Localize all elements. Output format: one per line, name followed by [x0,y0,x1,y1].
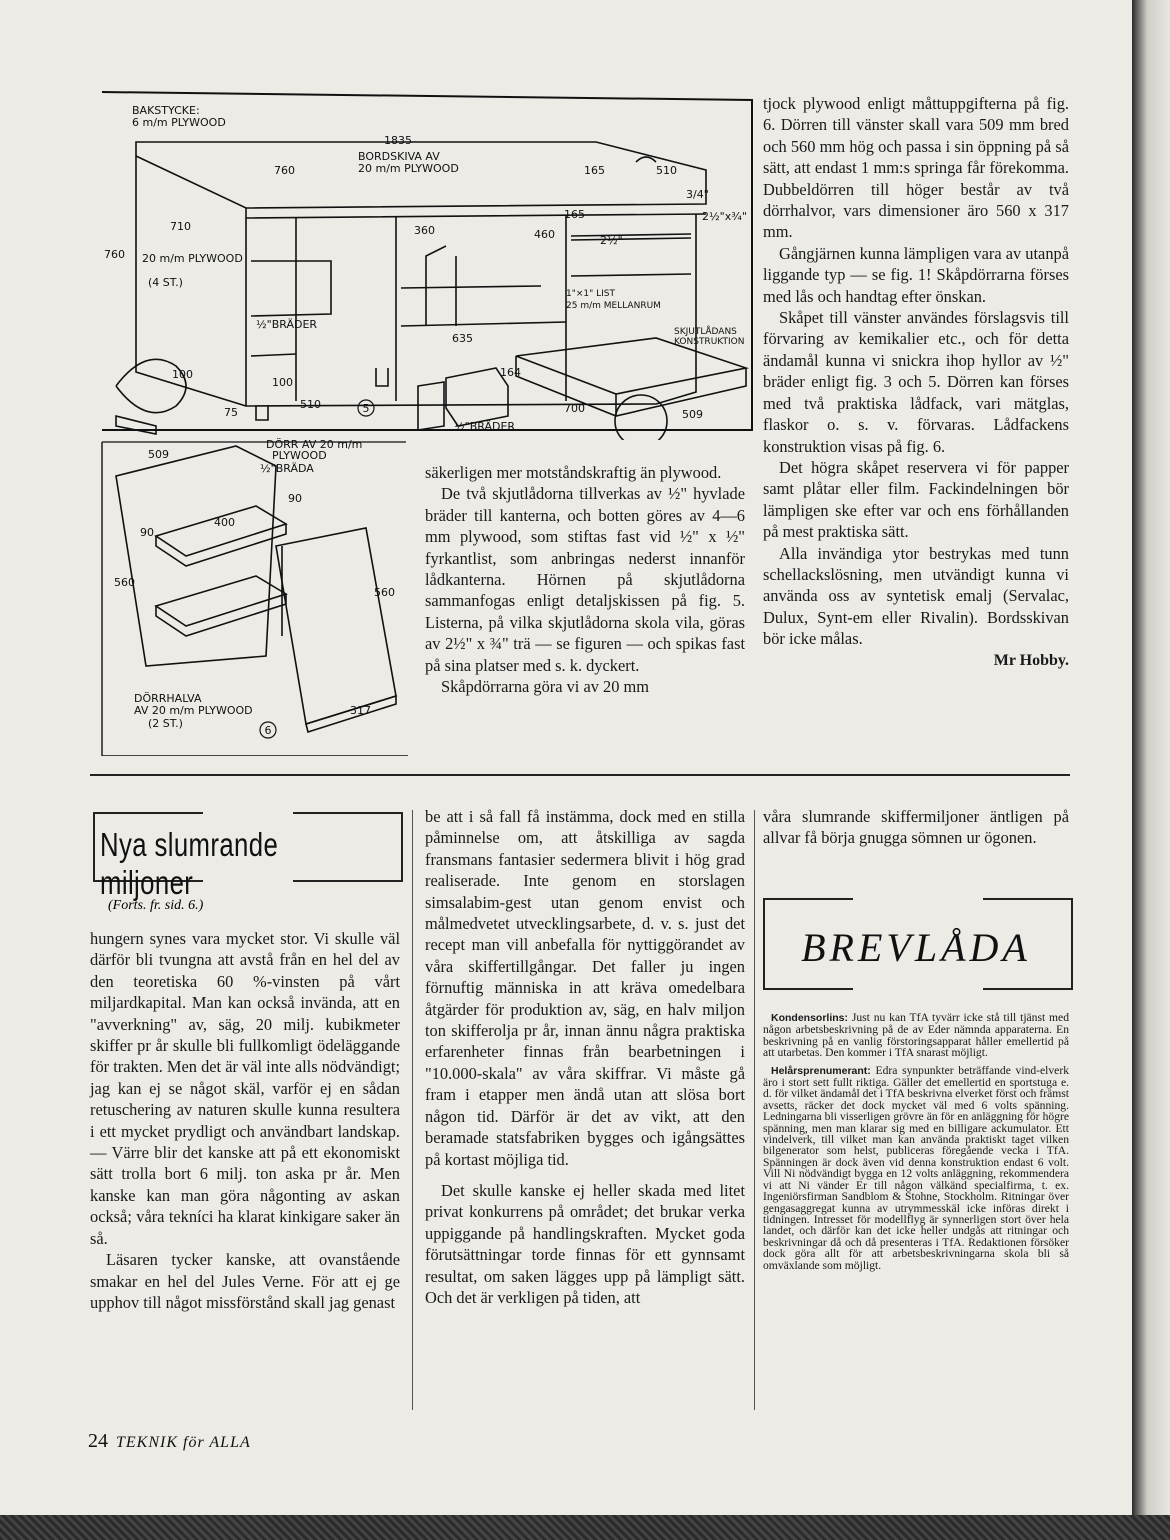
figure-5-cabinet-drawing [96,86,756,440]
paragraph: Gångjärnen kunna lämpligen vara av utanpå liggande typ — se fig. 1! Skåpdörrarna förses med lås och handtag efter önskan. [763,243,1069,306]
fig5-label-1835: 1835 [384,134,412,147]
fig6-label-560-b: 560 [374,586,395,599]
paragraph: Skåpet till vänster användes förslagsvis till förvaring av kemikalier etc., och för detta ändamål kunna vi snickra ihop hyllor av ½" bräder enligt fig. 3 och 5. Dörren kan förses med två praktiska lådfack, vari mätglas, flaskor o. s. v. förvaras. Lådfackens konstruktion visas på fig. 6. [763,308,1069,456]
letter-text: Just nu kan TfA tyvärr icke stå till tjänst med någon arbetsbeskrivning på de av Eder nämnda apparaterna. En beskrivning på en vanlig förstoringsapparat håller emellertid på att utarbetas. Den kommer i TfA snarast möjligt. [763,1011,1070,1060]
fig6-label-dorr: DÖRR AV 20 m/m [266,438,363,451]
bottom-article-column-3 [763,806,1069,849]
fig5-label-760-side: 760 [104,248,125,261]
paragraph: tjock plywood enligt måttuppgifterna på fig. 6. Dörren till vänster skall vara 509 mm bred och 560 mm hög och passa i sin öppning på så sätt, att endast 1 mm:s springa får förekomma. Dubbeldörren till höger består av två dörrhalvor, vars dimensioner äro 560 x 317 mm. [763,94,1069,242]
continued-note: (Forts. fr. sid. 6.) [108,898,204,913]
fig5-label-bordskiva: BORDSKIVA AV [358,150,440,163]
brevlada-title: BREVLÅDA [801,925,1031,970]
paragraph: De två skjutlådorna tillverkas av ½" hyvlade bräder till kanterna, och botten göres av 4—6 mm plywood, som stiftas fast vid ½" x ½" fyrkantlist, som anbringas nederst innanför lådkanterna. Hörnen på skjutlådorna sammanfogas enligt detaljskissen på fig. 5. Listerna, på vilka skjutlådorna skola vila, göras av 2½" x ¾" trä — se figuren — och spikas fast på sina platser med s. k. dyckert. [425,484,745,675]
figure-6-door-drawing [96,436,408,756]
fig5-label-bordskiva-material: 20 m/m PLYWOOD [358,162,459,175]
fig6-label-90-b: 90 [288,492,302,505]
fig6-label-dorrhalva: DÖRRHALVA [134,692,202,705]
fig5-label-list: 1"×1" LIST [566,289,616,299]
paragraph: hungern synes vara mycket stor. Vi skulle väl därför bli tvungna att avstå från en hel del av den teoretiska 60 %-vinsten på vårt miljardkapital. Man kan också invända, att en "avverkning" av, säg, 20 milj. kubikmeter skiffer pr år skulle bli fullkomligt ödeläggande för trakten. Men det är väl inte alls nödvändigt; jag kan ej se något skäl, varför ej en sådan retuschering av naturen skulle kunna resultera i ett mycket prydligt och användbart landskap. — Värre blir det kanske att på ett ekonomiskt sätt trolla bort 6 milj. ton aska pr år. Men kanske kan man göra någonting av askan också; våra tekníci ha klarat kinkigare saker än så. [90,929,400,1248]
fig5-label-165-b: 165 [564,208,585,221]
fig5-label-bakstycke-material: 6 m/m PLYWOOD [132,116,226,129]
fig5-label-75: 75 [224,406,238,419]
fig5-label-brader-shelf: ½"BRÄDER [256,318,318,331]
fig6-label-90-a: 90 [140,526,154,539]
background-surface [0,1515,1170,1540]
fig5-number: 5 [362,402,370,415]
fig5-label-side-material: 20 m/m PLYWOOD [142,252,243,265]
fig6-label-dorr-material: PLYWOOD [272,449,327,462]
fig5-label-360: 360 [414,224,435,237]
paragraph: Alla invändiga ytor bestrykas med tunn schellackslösning, men utvändigt kunna vi använda oss av syntetisk emalj (Servalac, Dulux, Synt-em eller Rivalin). Bordsskivan bör icke målas. [763,543,1069,649]
magazine-name: TEKNIK för ALLA [116,1434,251,1451]
fig5-label-3-4: 3/4" [686,188,709,201]
fig5-label-100-b: 100 [272,376,293,389]
paragraph: Det högra skåpet reservera vi för papper samt plåtar eller film. Fackindelningen bör lämpligen ske efter var och ens förhållanden på mest praktiska sätt. [763,457,1069,542]
fig5-label-700: 700 [564,402,585,415]
paragraph: säkerligen mer motståndskraftig än plywood. [425,463,722,482]
fig6-label-dorrhalva-count: (2 ST.) [148,717,183,730]
fig5-label-165-a: 165 [584,164,605,177]
fig5-label-skjutladans: SKJUTLÅDANS [674,327,737,337]
paragraph: be att i så fall få instämma, dock med en stilla påminnelse om, att åtskilliga av sagda fransmans fantasier sedermera blivit i hög grad realiserade. Inte genom en storslagen simsalabim-gest utan genom envist och målmedvetet utvecklingsarbete, d. v. s. just det recept man vill anbefalla för nyttiggörandet av våra skiffertillgångar. Det faller ju ingen förnuftig människa in att kräva omedelbara åtgärder för produktion av, säg, en halv miljon ton skifferolja pr år, innan ännu några praktiska erfarenheter finnas från bearbetningen i "10.000-skala" av våra skiffrar. Vi måste gå fram i etapper men ändå utan att slösa bort någon tid. Därför är det av vikt, att den beramade statsfabriken bygges och igångsättes på kortast möjliga tid. [425,807,745,1169]
fig5-label-side-count: (4 ST.) [148,276,183,289]
fig5-label-bakstycke: BAKSTYCKE: [132,104,200,117]
letter-text: Edra synpunkter beträffande vind-elverk äro i stort sett fullt riktiga. Gäller det emellertid en sportstuga e. d. för vilket ändamål det i TfA beskrivna elverket först och främst avsetts, räcker det dock mycket väl med 6 volts spänning. Ledningarna bli visserligen grövre än för en anläggning för högre spänning, men man klarar sig med en billigare ackumulator. Ett vindelverk, till vilket man kan använda praktiskt taget vilken bilgenerator som helst, publiceras föregående vecka i TfA. Spänningen är dock även vid denna konstruktion endast 6 volt. Vill Ni nödvändigt bygga en 12 volts anläggning, rekommendera vi att Ni vänder Er till någon välkänd specialfirma, t. ex. Ingeniörsfirman Sandblom & Stohne, Stockholm. Ritningar över gengasaggregat kunna av utrymmesskäl icke införas direkt i tidningen. Intresset för modellflyg är synnerligen stort över hela landet, och därför kan det icke heller undgås att ritningar och beskrivningar då och då presenteras i TfA. Redaktionen försöker dock göra allt för att arbetsbeskrivningarna skola bli så omväxlande som möjligt. [763,1063,1069,1272]
page-spine [1132,0,1170,1515]
fig6-label-dorrhalva-material: AV 20 m/m PLYWOOD [134,704,253,717]
brevlada-letters [763,1012,1069,1277]
fig5-label-760-top: 760 [274,164,295,177]
paragraph: Skåpdörrarna göra vi av 20 mm [441,677,650,697]
fig6-label-560-a: 560 [114,576,135,589]
fig5-label-510-bottom: 510 [300,398,321,411]
fig5-label-710: 710 [170,220,191,233]
fig5-label-2-5: 2½" [600,234,623,247]
fig6-label-brada: ½"BRÄDA [260,462,314,475]
fig5-label-635: 635 [452,332,473,345]
top-article-column-3 [763,93,1069,671]
fig5-label-mellanrum: 25 m/m MELLANRUM [566,301,661,311]
page-number: 24 [88,1430,108,1452]
letter-item [763,1012,1069,1059]
article-headline: Nya slumrande miljoner [100,826,279,901]
letter-sender: Kondensorlins: [771,1012,849,1024]
fig6-label-400: 400 [214,516,235,529]
fig5-label-brader-drawer: ½"BRÄDER [454,420,516,433]
fig6-label-509: 509 [148,448,169,461]
bottom-article-column-2 [425,806,745,1308]
top-article-column-2 [425,462,745,697]
fig5-label-100-a: 100 [172,368,193,381]
fig5-label-164: 164 [500,366,521,379]
page-footer [88,1430,251,1453]
fig5-label-460: 460 [534,228,555,241]
paragraph: Läsaren tycker kanske, att ovanstående smakar en hel del Jules Verne. För att ej ge upphov till något missförstånd skall jag genast [90,1250,400,1312]
fig6-number: 6 [264,724,272,737]
bottom-article-column-1 [90,928,400,1313]
column-rule [754,810,755,1410]
letter-item [763,1065,1069,1271]
fig6-label-317: 317 [350,704,371,717]
paragraph: Det skulle kanske ej heller skada med litet privat konkurrens på området; det brukar verka uppiggande på handlingskraften. Mycket goda förutsättningar torde finnas för ett gynnsamt resultat, om saken lägges upp på lämpligt sätt. Och det är verkligen på tiden, att [425,1180,745,1307]
fig5-label-510-top: 510 [656,164,677,177]
letter-sender: Helårsprenumerant: [771,1064,871,1077]
fig5-label-2-5x3-4: 2½"x¾" [702,210,747,223]
fig5-label-509: 509 [682,408,703,421]
column-rule [412,810,413,1410]
fig5-label-konstruktion: KONSTRUKTION [674,337,745,347]
section-divider [90,774,1070,776]
author-signature: Mr Hobby. [993,651,1069,669]
paragraph: våra slumrande skiffermiljoner äntligen på allvar få börja gnugga sömnen ur ögonen. [763,807,1069,848]
